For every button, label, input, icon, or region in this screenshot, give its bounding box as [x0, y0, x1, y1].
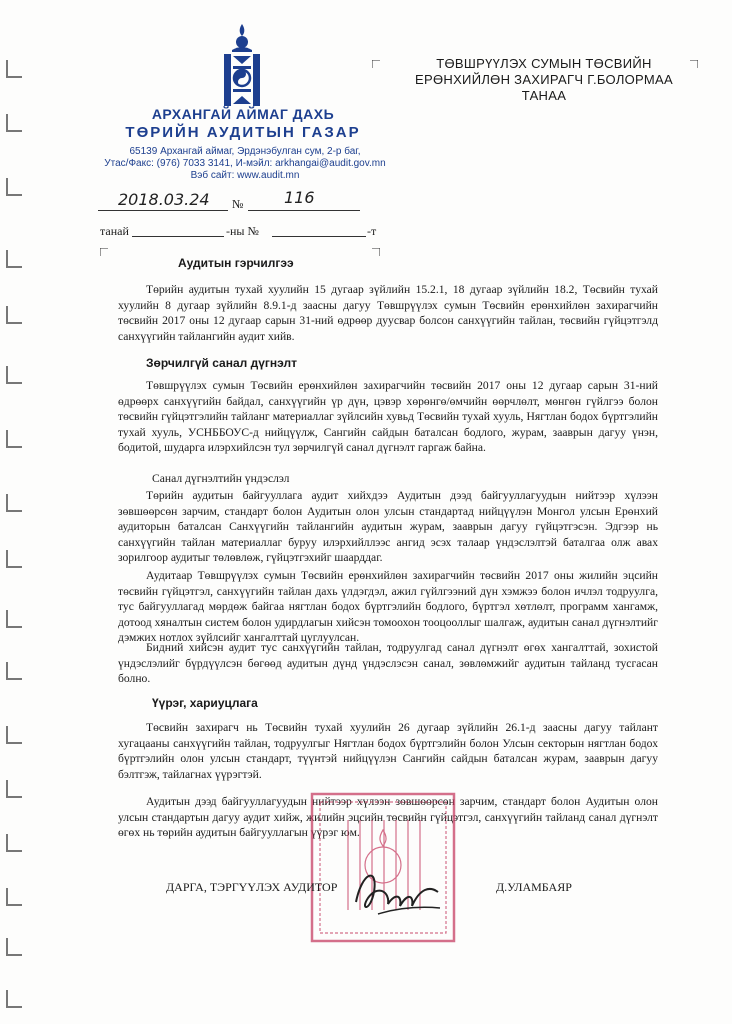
org-address: 65139 Архангай аймаг, Эрдэнэбулган сум, 2-р баг,: [129, 146, 361, 157]
letter-title: Аудитын гэрчилгээ: [178, 256, 294, 270]
org-website: Вэб сайт: www.audit.mn: [190, 170, 300, 181]
basis-paragraph-2: Аудитаар Төвшрүүлэх сумын Төсвийн ерөнхийлөн захирагчийн төсвийн 2017 оны жилийн эцсийн төсвийн гүйцэтгэл, санхүүгийн тайлан дахь үлдэгдэл, ажил гүйлгээний дүн хэмжээ болон ичлэл тодруулга, тус байгууллагад мөрдөж байгаа нягтлан бодох бүртгэлийн бодлого, бүртгэл хөтлөлт, программ хангамж, дотоод хяналтын систем болон удирдлагын хийсэн томоохон тооцооллыг шалгаж, аудитын санал дүгнэлтийг дэмжих нотлох зүйлсийг хангалттай цуглуулсан.: [118, 569, 658, 645]
handwritten-signature: [348, 862, 448, 922]
soyombo-emblem-icon: [218, 22, 266, 112]
section-title-responsibility: Үүрэг, хариуцлага: [152, 696, 258, 710]
responsibility-paragraph-2: Аудитын дээд байгууллагуудын нийтээр хүлээн зөвшөөрсөн зарчим, стандарт болон Аудитын олон улсын стандартын дагуу аудит хийж, жилийн эцсийн төсвийн гүйцэтгэл, санхүүгийн тайланд санал дүгнэлт өгөх нь төрийн аудитын байгууллагын үүрэг юм.: [118, 795, 658, 840]
corner-mark-body-left: [100, 248, 108, 256]
section-title-opinion: Зөрчилгүй санал дүгнэлт: [146, 356, 297, 370]
signatory-position: ДАРГА, ТЭРГҮҮЛЭХ АУДИТОР: [166, 880, 338, 894]
intro-paragraph: Төрийн аудитын тухай хуулийн 15 дугаар зүйлийн 15.2.1, 18 дугаар зүйлийн 18.2, Төсвийн тухай хуулийн 8 дугаар зүйлийн 8.9.1-д заасны дагуу Төвшрүүлэх сумын Төсвийн ерөнхийлөн захирагчийн төсвийн 2017 оны 12 дугаар сарын 31-ний өдрөөр дуусвар болсон санхүүгийн тайлан, төсвийн гүйцэтгэлд санхүүгийн тайлангийн аудит хийв.: [118, 283, 658, 343]
letter-number: 116: [284, 188, 315, 207]
basis-paragraph-3: Бидний хийсэн аудит тус санхүүгийн тайлан, тодруулгад санал дүгнэлт өгөх хангалттай, зохистой үндэслэлийг бүрдүүлсэн бөгөөд аудитын дүнд үндэслэсэн санал, зөвлөмжийг аудитын тайланд тусгасан болно.: [118, 641, 658, 686]
binder-marks: [6, 50, 36, 1010]
number-label: №: [232, 197, 244, 211]
corner-mark-body-right: [372, 248, 380, 256]
corner-mark-top-left: [372, 60, 380, 68]
opinion-paragraph: Төвшрүүлэх сумын Төсвийн ерөнхийлөн захирагчийн төсвийн 2017 оны 12 дугаар сарын 31-ний өдрөөрх санхүүгийн байдал, санхүүгийн үр дүн, цэвэр хөрөнгө/өмчийн өөрчлөлт, мөнгөн гүйлгээ болон төсвийн гүйцэтгэлийн тайланг материаллаг зүйлсийн хувьд Төсвийн тухай хууль, Нягтлан бодох бүртгэлийн тухай хууль, УСНББОУС-д нийцүүлж, Сангийн сайдын баталсан бодлого, журам, зааврын дагуу үнэн, бодитой, шударга илэрхийлсэн тул зөрчилгүй санал дүгнэлт гаргаж байна.: [118, 379, 658, 455]
basis-paragraph-1: Төрийн аудитын байгууллага аудит хийхдээ Аудитын дээд байгууллагуудын нийтээр хүлээн зөвшөөрсөн зарчим, стандарт болон Аудитын олон улсын стандартад нийцүүлэн Монгол улсын Ерөнхий аудиторын баталсан Санхүүгийн тайлангийн аудитын журам, зааврын дагуу гүйцэтгэсэн. Эдгээр нь санхүүгийн тайлан материаллаг буруу илэрхийллээс ангид эсэх талаар үндэслэлтэй баталгаа олж авах зорилгоор аудитыг төлөвлөж, гүйцэтгэхийг шаарддаг.: [118, 489, 658, 565]
ref-suffix: -т: [367, 224, 377, 238]
org-name-line1: АРХАНГАЙ АЙМАГ ДАХЬ: [151, 106, 335, 122]
your-ref-label: танай: [100, 224, 129, 238]
basis-title: Санал дүгнэлтийн үндэслэл: [152, 472, 290, 485]
recipient-line1: ТӨВШРҮҮЛЭХ СУМЫН ТӨСВИЙН: [436, 56, 652, 71]
letter-date: 2018.03.24: [118, 190, 210, 209]
org-name-line2: ТӨРИЙН АУДИТЫН ГАЗАР: [125, 124, 361, 141]
of-number-label: -ны №: [226, 224, 259, 238]
recipient-line3: ТАНАА: [521, 88, 567, 103]
responsibility-paragraph-1: Төсвийн захирагч нь Төсвийн тухай хуулийн 26 дугаар зүйлийн 26.1-д заасны дагуу тайлант хугацааны санхүүгийн тайлан, тодруулгыг Нягтлан бодох бүртгэлийн болон Улсын секторын нягтлан бодох бүртгэлийн олон улсын стандарт, түүнтэй нийцүүлэн Сангийн сайдын баталсан журам, зааврын дагуу бэлтгэж, тайлагнах үүрэгтэй.: [118, 721, 658, 781]
number-underline: [248, 210, 360, 211]
your-ref-underline: [132, 236, 224, 237]
recipient-line2: ЕРӨНХИЙЛӨН ЗАХИРАГЧ Г.БОЛОРМАА: [415, 72, 673, 87]
signatory-name: Д.УЛАМБАЯР: [496, 880, 572, 894]
date-underline: [98, 210, 228, 211]
of-number-underline: [272, 236, 366, 237]
org-contacts: Утас/Факс: (976) 7033 3141, И-мэйл: arkhangai@audit.gov.mn: [104, 158, 386, 169]
